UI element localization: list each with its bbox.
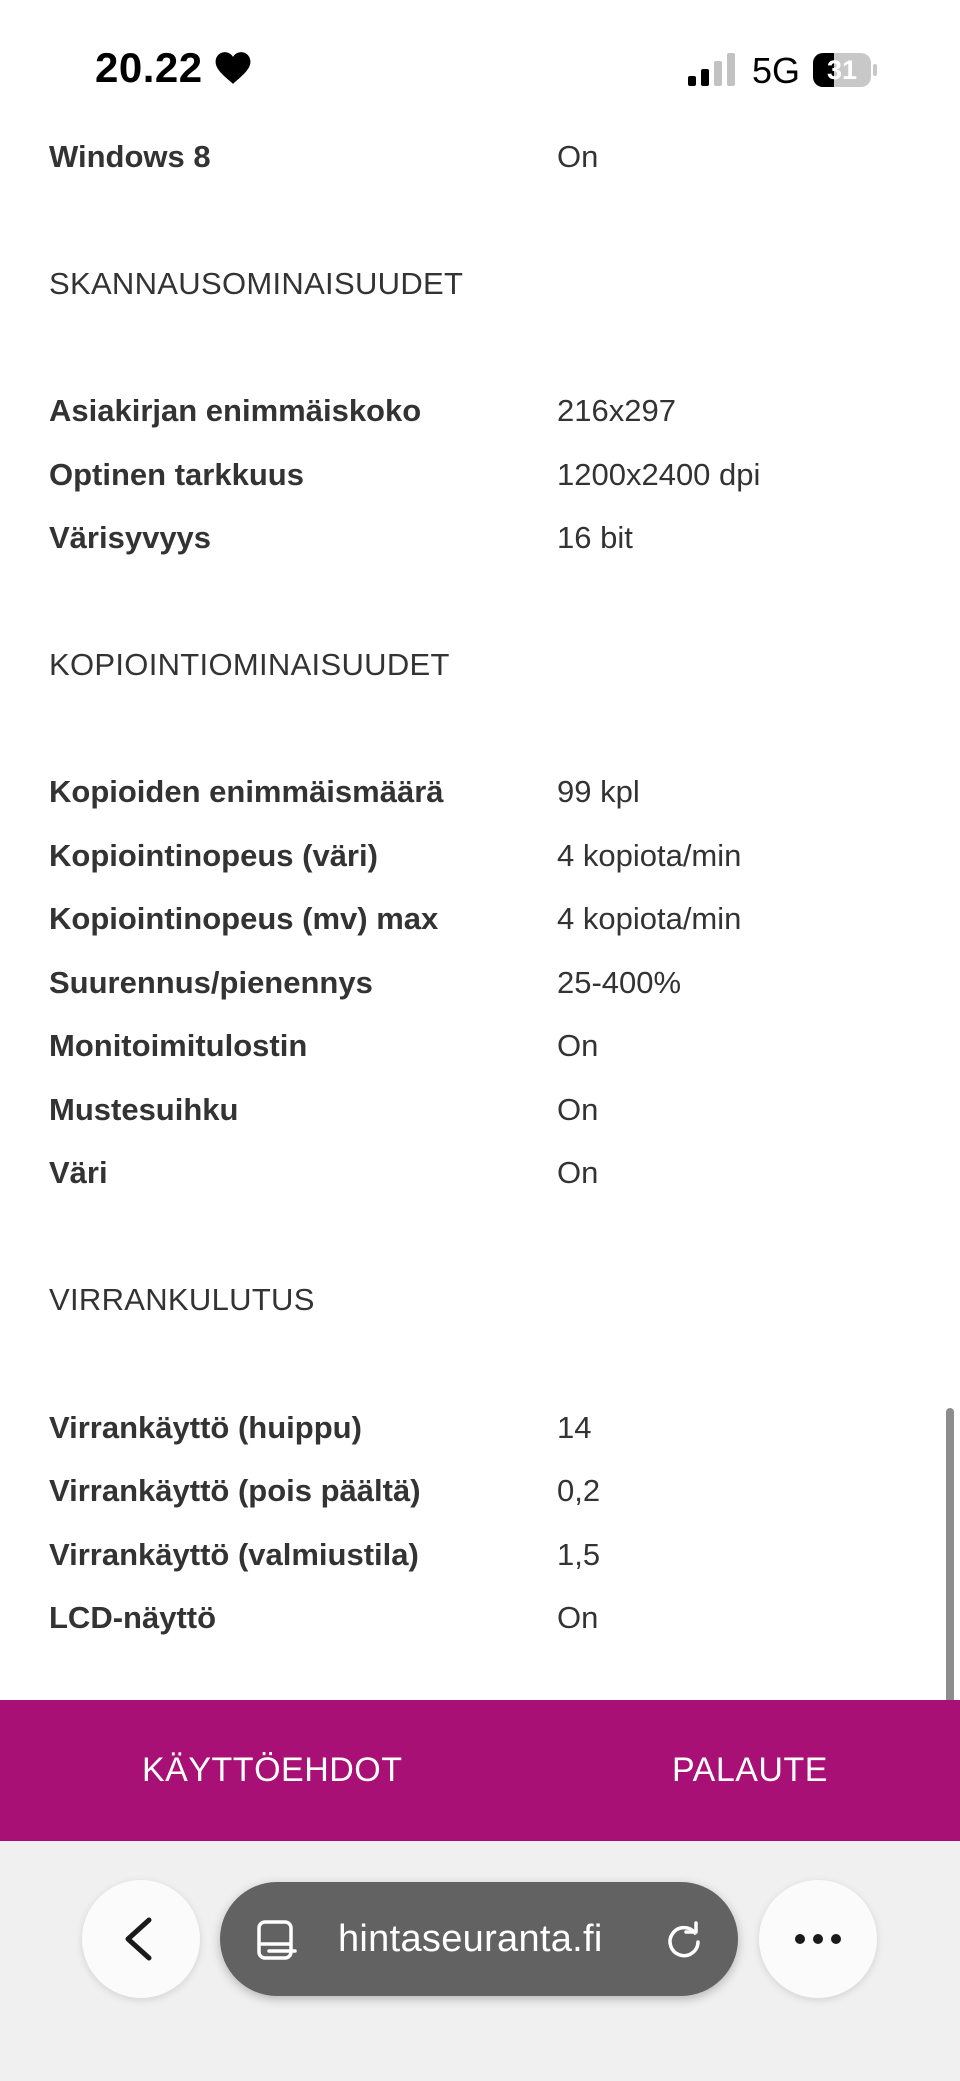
battery-level: 31 xyxy=(826,55,858,85)
tab-icon[interactable] xyxy=(254,1917,300,1963)
spec-label: Virrankäyttö (valmiustila) xyxy=(49,1537,419,1572)
spec-value: 4 kopiota/min xyxy=(557,901,742,936)
spec-value: On xyxy=(557,139,599,174)
spec-row-windows8 xyxy=(0,127,960,187)
spec-label: LCD-näyttö xyxy=(49,1600,217,1635)
spec-row xyxy=(0,889,960,949)
spec-value: 216x297 xyxy=(557,393,676,428)
spec-label: Kopiointinopeus (väri) xyxy=(49,838,378,873)
section-header-power: VIRRANKULUTUS xyxy=(49,1282,315,1317)
spec-label: Optinen tarkkuus xyxy=(49,457,304,492)
spec-label: Windows 8 xyxy=(49,139,211,174)
spec-row xyxy=(0,826,960,886)
site-footer xyxy=(0,1700,960,1841)
more-icon xyxy=(759,1880,877,1998)
spec-row xyxy=(0,1398,960,1458)
spec-label: Virrankäyttö (huippu) xyxy=(49,1410,362,1445)
spec-label: Kopioiden enimmäismäärä xyxy=(49,774,444,809)
spec-row xyxy=(0,1016,960,1076)
spec-value: 1200x2400 dpi xyxy=(557,457,761,492)
section-header-copy: KOPIOINTIOMINAISUUDET xyxy=(49,647,450,682)
spec-row xyxy=(0,1588,960,1648)
heart-icon xyxy=(214,50,252,86)
spec-row xyxy=(0,1461,960,1521)
spec-value: On xyxy=(557,1092,599,1127)
back-icon xyxy=(82,1880,200,1998)
spec-row xyxy=(0,445,960,505)
spec-label: Väri xyxy=(49,1155,108,1190)
spec-row xyxy=(0,508,960,568)
spec-label: Mustesuihku xyxy=(49,1092,239,1127)
spec-value: 14 xyxy=(557,1410,592,1445)
address-bar[interactable] xyxy=(220,1882,738,1996)
back-button[interactable] xyxy=(82,1880,200,1998)
spec-row xyxy=(0,381,960,441)
spec-row xyxy=(0,1525,960,1585)
spec-label: Asiakirjan enimmäiskoko xyxy=(49,393,422,428)
spec-value: On xyxy=(557,1028,599,1063)
spec-label: Kopiointinopeus (mv) max xyxy=(49,901,439,936)
feedback-link[interactable]: PALAUTE xyxy=(672,1751,828,1789)
spec-value: On xyxy=(557,1600,599,1635)
spec-label: Virrankäyttö (pois päältä) xyxy=(49,1473,421,1508)
spec-value: 1,5 xyxy=(557,1537,601,1572)
spec-row xyxy=(0,1143,960,1203)
spec-row xyxy=(0,953,960,1013)
status-time: 20.22 xyxy=(95,44,203,91)
signal-icon xyxy=(686,52,738,88)
spec-label: Monitoimitulostin xyxy=(49,1028,308,1063)
spec-value: On xyxy=(557,1155,599,1190)
spec-label: Suurennus/pienennys xyxy=(49,965,373,1000)
spec-value: 4 kopiota/min xyxy=(557,838,742,873)
spec-value: 25-400% xyxy=(557,965,682,1000)
terms-link[interactable]: KÄYTTÖEHDOT xyxy=(142,1751,403,1789)
spec-row xyxy=(0,762,960,822)
url-text: hintaseuranta.fi xyxy=(338,1918,603,1960)
spec-label: Värisyvyys xyxy=(49,520,212,555)
section-header-scan: SKANNAUSOMINAISUUDET xyxy=(49,266,464,301)
network-type: 5G xyxy=(752,50,801,91)
spec-row xyxy=(0,1080,960,1140)
reload-icon[interactable] xyxy=(664,1920,704,1960)
more-button[interactable] xyxy=(759,1880,877,1998)
spec-value: 16 bit xyxy=(557,520,633,555)
spec-value: 99 kpl xyxy=(557,774,640,809)
spec-value: 0,2 xyxy=(557,1473,601,1508)
status-bar xyxy=(0,0,960,140)
